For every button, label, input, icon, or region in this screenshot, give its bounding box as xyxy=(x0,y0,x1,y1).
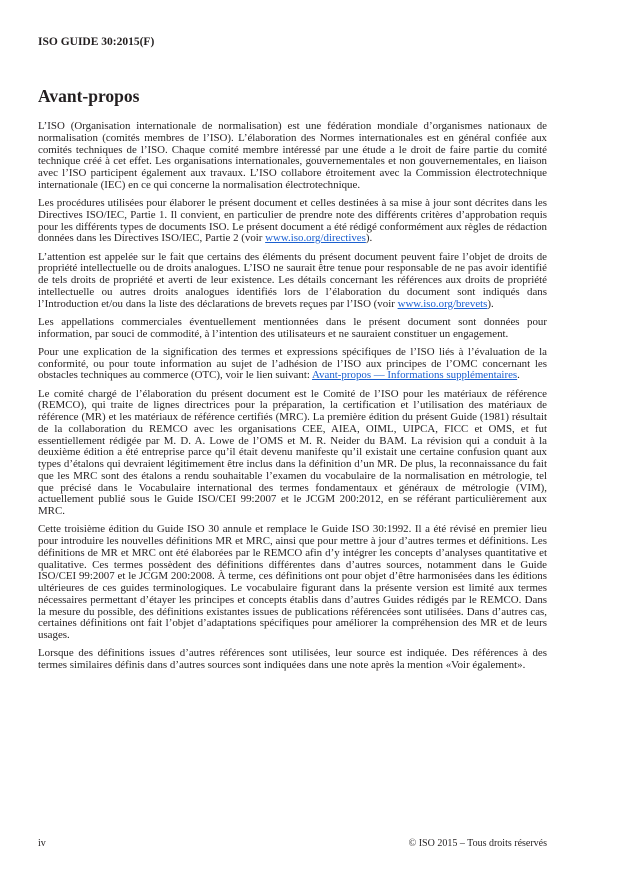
copyright-notice: © ISO 2015 – Tous droits réservés xyxy=(408,838,547,849)
hyperlink[interactable]: Avant-propos — Informations supplémentaires xyxy=(312,369,518,382)
paragraph-text: ). xyxy=(487,297,494,310)
paragraph-text: Cette troisième édition du Guide ISO 30 annule et remplace le Guide ISO 30:1992. Il a été révisé en premier lieu pour introduire les nouvelles définitions MR et MRC, ainsi que pour mettre à jour d’autres termes et définitions. Les définitions de MR et MRC ont été élaborées par le REMCO afin d’y intégrer les concepts d’analyses quantitative et qualitative. Ces termes possèdent des définitions différentes dans d’autres sources, notamment dans le Guide ISO/CEI 99:2007 et le JCGM 200:2008. À terme, ces définitions ont pour objet d’être harmonisées dans les éditions ultérieures de ces guides terminologiques. Le vocabulaire figurant dans la présente version est limité aux termes nécessaires permettant d’étayer les principes et concepts établis dans d’autres Guides rédigés par le REMCO. Dans la mesure du possible, des définitions existantes issues de publications référencées sont utilisées. Dans d’autres cas, certaines définitions ont fait l’objet d’adaptations spécifiques pour améliorer la compréhension des MR et de leurs usages. xyxy=(38,523,547,641)
paragraph-text: Lorsque des définitions issues d’autres références sont utilisées, leur source est indiquée. Des références à des termes similaires définis dans d’autres sources sont indiquées dans une note après la mention «Voir également». xyxy=(38,647,547,671)
paragraph xyxy=(38,317,547,341)
paragraph-text: Les appellations commerciales éventuellement mentionnées dans le présent document sont données pour information, par souci de commodité, à l’intention des utilisateurs et ne sauraient constituer un engagement. xyxy=(38,315,547,340)
paragraph xyxy=(38,121,547,192)
document-id-header: ISO GUIDE 30:2015(F) xyxy=(38,36,155,48)
paragraph xyxy=(38,347,547,382)
paragraph-text: Les procédures utilisées pour élaborer le présent document et celles destinées à sa mise à jour sont décrites dans les Directives ISO/IEC, Partie 1. Il convient, en particulier de prendre note des différents critères d’approbation requis pour les différents types de documents ISO. Le présent document a été rédigé conformément aux règles de rédaction données dans les Directives ISO/IEC, Partie 2 (voir xyxy=(38,197,547,245)
page-title: Avant-propos xyxy=(38,86,140,106)
paragraph-text: L’ISO (Organisation internationale de normalisation) est une fédération mondiale d’organismes nationaux de normalisation (comités membres de l’ISO). L’élaboration des Normes internationales est en général confiée aux comités techniques de l’ISO. Chaque comité membre intéressé par une étude a le droit de faire partie du comité technique créé à cet effet. Les organisations internationales, gouvernementales et non gouvernementales, en liaison avec l’ISO participent également aux travaux. L’ISO collabore étroitement avec la Commission électrotechnique internationale (IEC) en ce qui concerne la normalisation électrotechnique. xyxy=(38,120,547,191)
paragraph xyxy=(38,648,547,672)
paragraph xyxy=(38,524,547,642)
paragraph-text: . xyxy=(517,369,520,382)
paragraph-text: Le comité chargé de l’élaboration du présent document est le Comité de l’ISO pour les matériaux de référence (REMCO), qui traite de lignes directrices pour la préparation, la certification et l’utilisation des matériaux de référence (MR) et les matériaux de référence certifiés (MRC). La première édition du présent Guide (1981) résultait de la collaboration du REMCO avec les organisations CEE, AIEA, OIML, UIPCA, FICC et OMS, et fut essentiellement rédigée par M. D. A. Lowe de l’OMS et M. R. Neider du BAM. La révision qui a conduit à la deuxième édition a été entreprise parce qu’il était devenu manifeste qu’il existait une certaine confusion quant aux types d’étalons qui devraient légitimement être inclus dans la définition d’un MR. De plus, la reconnaissance du fait que les MRC sont des étalons a rendu souhaitable l’examen du vocabulaire de la normalisation en métrologie, tel que précisé dans le Vocabulaire international des termes fondamentaux et généraux de métrologie (VIM), actuellement publié sous le Guide ISO/CEI 99:2007 et le JCGM 200:2012, en se référant particulièrement aux MRC. xyxy=(38,387,547,517)
paragraph-text: Pour une explication de la signification des termes et expressions spécifiques de l’ISO liés à l’évaluation de la conformité, ou pour toute information au sujet de l’adhésion de l’ISO aux principes de l’OMC concernant les obstacles techniques au commerce (OTC), voir le lien suivant: xyxy=(38,345,547,382)
hyperlink[interactable]: www.iso.org/brevets xyxy=(397,297,488,310)
foreword-body xyxy=(38,121,547,678)
paragraph-text: ). xyxy=(365,232,373,245)
hyperlink[interactable]: www.iso.org/directives xyxy=(265,232,366,245)
paragraph xyxy=(38,389,547,518)
page-number: iv xyxy=(38,838,46,849)
paragraph-text: L’attention est appelée sur le fait que certains des éléments du présent document peuvent faire l’objet de droits de propriété intellectuelle ou de droits analogues. L’ISO ne saurait être tenue pour responsable de ne pas avoir identifié de tels droits de propriété et averti de leur existence. Les détails concernant les références aux droits de propriété intellectuelle ou autres droits analogues identifiés lors de l’élaboration du document sont indiqués dans l’Introduction et/ou dans la liste des déclarations de brevets reçues par l’ISO (voir xyxy=(38,250,547,310)
paragraph xyxy=(38,198,547,245)
paragraph xyxy=(38,252,547,311)
